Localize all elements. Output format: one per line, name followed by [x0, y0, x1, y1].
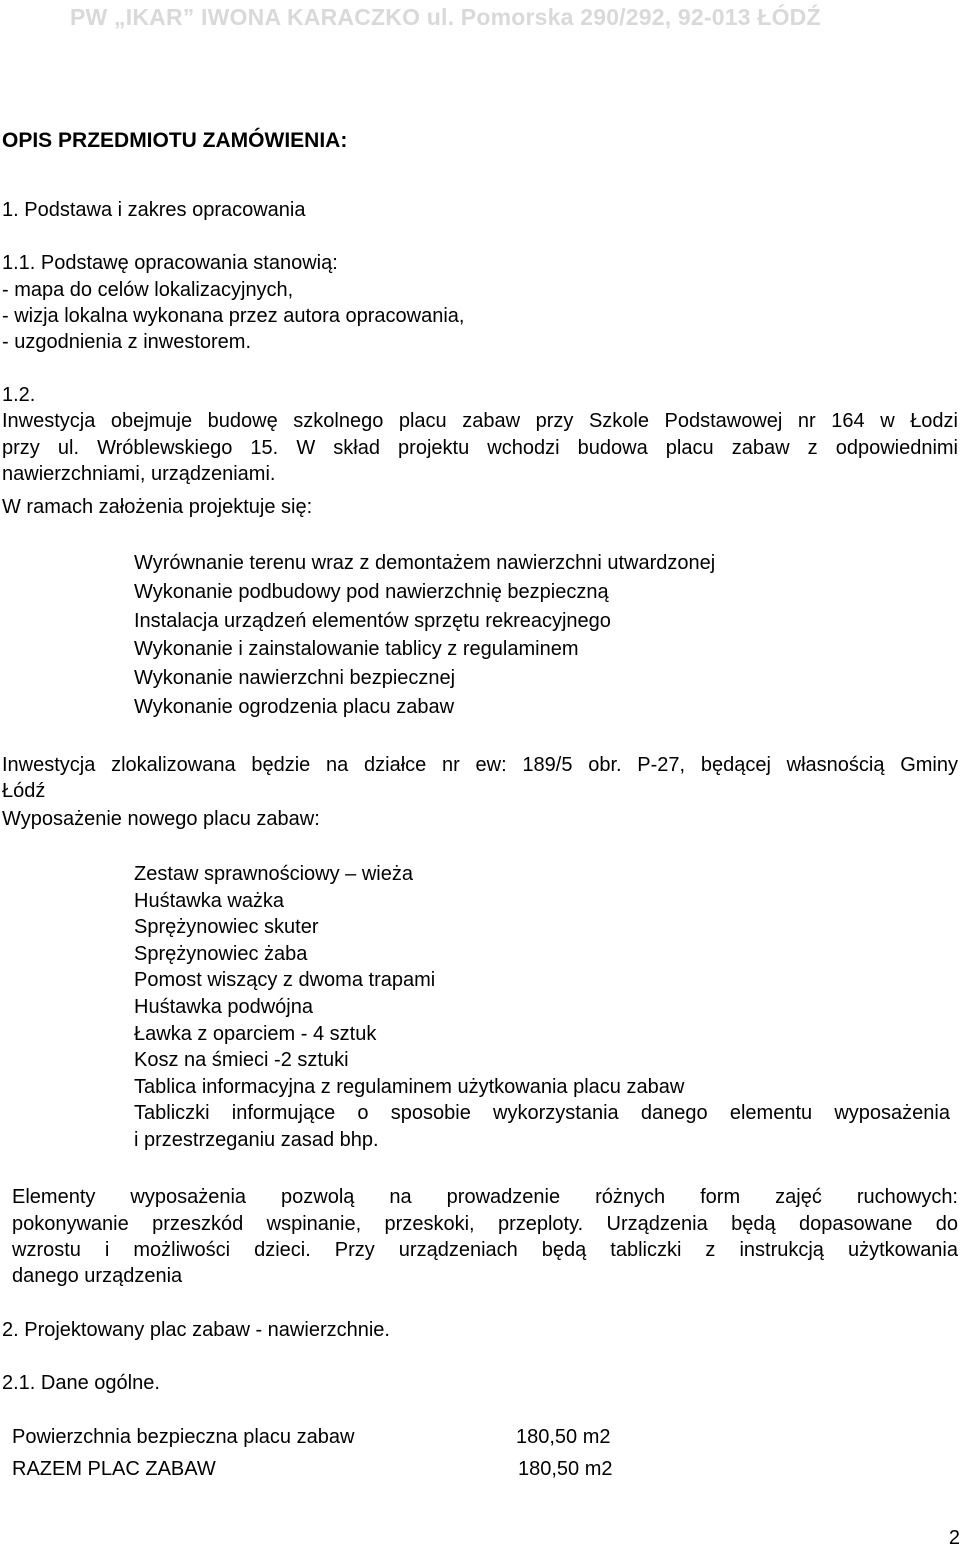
- paragraph-line: Inwestycja zlokalizowana będzie na działce nr ew: 189/5 obr. P-27, będącej własnością Gminy: [2, 754, 958, 776]
- paragraph-line: nawierzchniami, urządzeniami.: [2, 463, 276, 485]
- list-item: Tablica informacyjna z regulaminem użytkowania placu zabaw: [134, 1075, 685, 1098]
- paragraph-line: wzrostu i możliwości dzieci. Przy urządzeniach będą tabliczki z instrukcją użytkowania: [12, 1239, 958, 1261]
- list-item: Kosz na śmieci -2 sztuki: [134, 1049, 349, 1072]
- paragraph-line: Inwestycja obejmuje budowę szkolnego placu zabaw przy Szkole Podstawowej nr 164 w Łodzi: [2, 410, 958, 432]
- list-item: Sprężynowiec żaba: [134, 942, 308, 965]
- list-item: Wykonanie ogrodzenia placu zabaw: [134, 695, 455, 718]
- area-row-value: 180,50 m2: [518, 1458, 613, 1480]
- area-row-value: 180,50 m2: [516, 1426, 611, 1448]
- list-item: Huśtawka podwójna: [134, 995, 313, 1018]
- list-item: Wykonanie podbudowy pod nawierzchnię bezpieczną: [134, 580, 609, 603]
- list-item: Pomost wiszący z dwoma trapami: [134, 969, 436, 992]
- page-header: PW „IKAR” IWONA KARACZKO ul. Pomorska 290/292, 92-013 ŁÓDŹ: [70, 4, 821, 30]
- section-1-heading: 1. Podstawa i zakres opracowania: [2, 199, 306, 221]
- list-item: Wyrównanie terenu wraz z demontażem nawierzchni utwardzonej: [134, 552, 716, 574]
- equipment-intro: Wyposażenie nowego placu zabaw:: [2, 808, 320, 830]
- works-list: [134, 549, 715, 722]
- equipment-list: [134, 861, 950, 1154]
- paragraph-line: Elementy wyposażenia pozwolą na prowadzenie różnych form zajęć ruchowych:: [12, 1186, 958, 1208]
- list-item: i przestrzeganiu zasad bhp.: [134, 1128, 379, 1151]
- section-2-heading: 2. Projektowany plac zabaw - nawierzchnie.: [2, 1319, 390, 1341]
- list-item: Zestaw sprawnościowy – wieża: [134, 863, 413, 885]
- page-number: 2: [948, 1527, 960, 1549]
- basis-item: - wizja lokalna wykonana przez autora opracowania,: [2, 305, 465, 327]
- paragraph-line: pokonywanie przeszkód wspinanie, przeskoki, przeploty. Urządzenia będą dopasowane do: [12, 1213, 958, 1235]
- area-row-label: Powierzchnia bezpieczna placu zabaw: [12, 1426, 355, 1448]
- section-2-1-heading: 2.1. Dane ogólne.: [2, 1372, 160, 1394]
- basis-item: - mapa do celów lokalizacyjnych,: [2, 279, 294, 301]
- section-1-1-heading: 1.1. Podstawę opracowania stanowią:: [2, 252, 338, 274]
- paragraph-line: danego urządzenia: [12, 1265, 183, 1287]
- paragraph-line: Łódź: [2, 780, 46, 802]
- area-row-label: RAZEM PLAC ZABAW: [12, 1458, 216, 1480]
- list-item: Huśtawka ważka: [134, 889, 285, 912]
- list-item: Wykonanie i zainstalowanie tablicy z regulaminem: [134, 638, 579, 661]
- list-item: Ławka z oparciem - 4 sztuk: [134, 1022, 377, 1045]
- list-item: Instalacja urządzeń elementów sprzętu rekreacyjnego: [134, 609, 611, 632]
- list-item: Tabliczki informujące o sposobie wykorzystania danego elementu wyposażenia: [134, 1102, 950, 1125]
- section-1-2-heading: 1.2.: [2, 384, 36, 406]
- paragraph-intro: W ramach założenia projektuje się:: [2, 496, 313, 518]
- basis-item: - uzgodnienia z inwestorem.: [2, 331, 252, 353]
- list-item: Sprężynowiec skuter: [134, 916, 319, 939]
- document-title: OPIS PRZEDMIOTU ZAMÓWIENIA:: [2, 129, 348, 152]
- list-item: Wykonanie nawierzchni bezpiecznej: [134, 667, 456, 690]
- paragraph-line: przy ul. Wróblewskiego 15. W skład projektu wchodzi budowa placu zabaw z odpowiednimi: [2, 437, 958, 459]
